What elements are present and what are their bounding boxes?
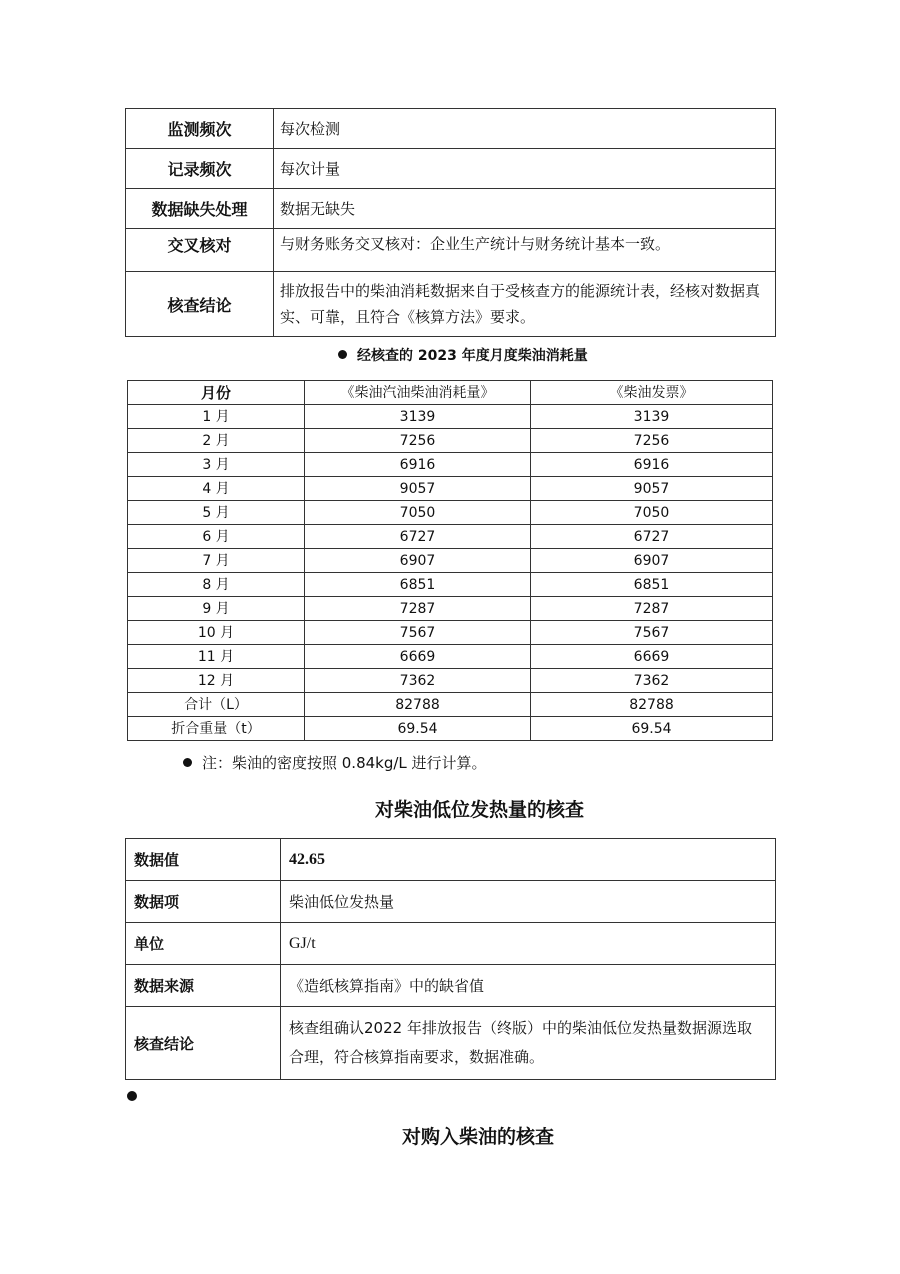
- row-value: [281, 923, 776, 965]
- column-header: 《柴油发票》: [531, 381, 773, 405]
- table-row: [126, 229, 776, 272]
- table-cell: 2 月: [128, 429, 305, 453]
- table-row: [128, 693, 773, 717]
- table-cell: 6907: [531, 549, 773, 573]
- table-cell: 7256: [531, 429, 773, 453]
- monthly-table-caption: [338, 345, 588, 365]
- value-text: GJ/t: [289, 935, 316, 952]
- table-cell: 7256: [305, 429, 531, 453]
- heating-value-table: [125, 838, 776, 1080]
- table-cell: 7050: [531, 501, 773, 525]
- table-cell: 82788: [531, 693, 773, 717]
- table-cell: 6851: [531, 573, 773, 597]
- table-cell: 10 月: [128, 621, 305, 645]
- table-cell: 7362: [305, 669, 531, 693]
- table-header-row: [128, 381, 773, 405]
- table-row: [126, 149, 776, 189]
- row-label: 监测频次: [126, 109, 274, 149]
- row-value: [281, 839, 776, 881]
- table-cell: 7567: [531, 621, 773, 645]
- table-cell: 7 月: [128, 549, 305, 573]
- table-cell: 8 月: [128, 573, 305, 597]
- density-note: [183, 752, 487, 773]
- row-label: 单位: [126, 923, 281, 965]
- table-cell: 5 月: [128, 501, 305, 525]
- heating-value-heading: 对柴油低位发热量的核查: [375, 799, 585, 821]
- table-row: [128, 573, 773, 597]
- purchase-heading: 对购入柴油的核查: [402, 1126, 555, 1148]
- table-cell: 7050: [305, 501, 531, 525]
- table-cell: 6669: [531, 645, 773, 669]
- table-cell: 7287: [305, 597, 531, 621]
- table-cell: 9057: [305, 477, 531, 501]
- table-cell: 6669: [305, 645, 531, 669]
- row-value: 数据无缺失: [274, 189, 776, 229]
- verification-table: [125, 108, 776, 337]
- table-row: [126, 109, 776, 149]
- row-label: 数据来源: [126, 965, 281, 1007]
- table-row: [128, 525, 773, 549]
- table-row: [128, 453, 773, 477]
- row-label: 核查结论: [126, 1007, 281, 1080]
- table-cell: 12 月: [128, 669, 305, 693]
- caption-text: 经核查的 2023 年度月度柴油消耗量: [357, 348, 588, 364]
- row-value: 柴油低位发热量: [281, 881, 776, 923]
- note-text: 注：柴油的密度按照 0.84kg/L 进行计算。: [202, 754, 487, 772]
- table-cell: 82788: [305, 693, 531, 717]
- table-cell: 7567: [305, 621, 531, 645]
- table-cell: 1 月: [128, 405, 305, 429]
- table-row: [128, 501, 773, 525]
- table-cell: 3139: [531, 405, 773, 429]
- row-label: 数据缺失处理: [126, 189, 274, 229]
- table-cell: 4 月: [128, 477, 305, 501]
- row-label: 数据值: [126, 839, 281, 881]
- table-cell: 6727: [305, 525, 531, 549]
- bullet-icon: [183, 758, 192, 767]
- table-row: [128, 429, 773, 453]
- row-value: 核查组确认2022 年排放报告（终版）中的柴油低位发热量数据源选取合理，符合核算指南要求，数据准确。: [281, 1007, 776, 1080]
- table-row: [128, 645, 773, 669]
- table-row: [128, 477, 773, 501]
- table-cell: 69.54: [305, 717, 531, 741]
- value-text: 42.65: [289, 851, 325, 868]
- table-cell: 7362: [531, 669, 773, 693]
- table-row: [128, 717, 773, 741]
- table-cell: 6916: [531, 453, 773, 477]
- table-cell: 6851: [305, 573, 531, 597]
- table-row: [126, 923, 776, 965]
- monthly-consumption-table: [127, 380, 773, 741]
- row-value: 与财务账务交叉核对：企业生产统计与财务统计基本一致。: [274, 229, 776, 272]
- table-cell: 7287: [531, 597, 773, 621]
- table-row: [126, 272, 776, 337]
- row-label: 数据项: [126, 881, 281, 923]
- table-row: [128, 405, 773, 429]
- row-value: 《造纸核算指南》中的缺省值: [281, 965, 776, 1007]
- row-value: 每次检测: [274, 109, 776, 149]
- table-cell: 折合重量（t）: [128, 717, 305, 741]
- row-label: 核查结论: [126, 272, 274, 337]
- table-cell: 11 月: [128, 645, 305, 669]
- table-cell: 9 月: [128, 597, 305, 621]
- table-row: [126, 881, 776, 923]
- bullet-icon: [338, 350, 347, 359]
- table-cell: 9057: [531, 477, 773, 501]
- table-cell: 合计（L）: [128, 693, 305, 717]
- table-cell: 6727: [531, 525, 773, 549]
- table-row: [128, 549, 773, 573]
- table-cell: 3139: [305, 405, 531, 429]
- table-cell: 69.54: [531, 717, 773, 741]
- table-row: [126, 189, 776, 229]
- table-row: [128, 669, 773, 693]
- table-row: [126, 1007, 776, 1080]
- column-header: 《柴油汽油柴油消耗量》: [305, 381, 531, 405]
- table-cell: 6916: [305, 453, 531, 477]
- table-row: [128, 621, 773, 645]
- row-value: 每次计量: [274, 149, 776, 189]
- table-row: [128, 597, 773, 621]
- table-row: [126, 839, 776, 881]
- table-cell: 6 月: [128, 525, 305, 549]
- table-cell: 3 月: [128, 453, 305, 477]
- table-cell: 6907: [305, 549, 531, 573]
- table-row: [126, 965, 776, 1007]
- row-label: 记录频次: [126, 149, 274, 189]
- bullet-icon: [127, 1091, 137, 1101]
- column-header: 月份: [128, 381, 305, 405]
- row-value: 排放报告中的柴油消耗数据来自于受核查方的能源统计表，经核对数据真实、可靠，且符合《核算方法》要求。: [274, 272, 776, 337]
- row-label: 交叉核对: [126, 229, 274, 272]
